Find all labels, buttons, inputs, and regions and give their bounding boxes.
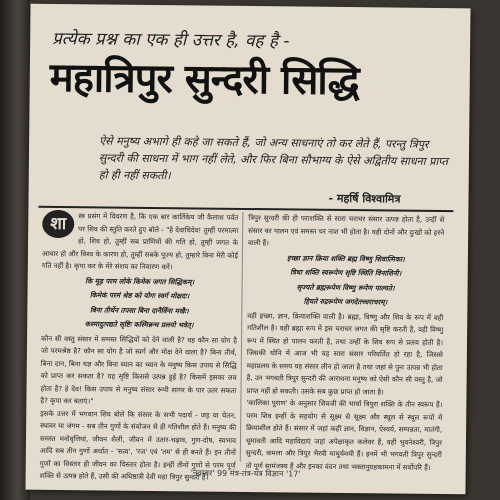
- left-verse-3: बिना तीर्थेन तपसा बिना दानैर्विना मखैः।: [89, 305, 189, 315]
- left-verse-2: किमेकं परमं श्रेष्ठ को योगः स्वर्ग मोक्षदः।: [89, 291, 190, 301]
- left-verse-4: कस्मादुत्पद्यते सृष्टिः कस्मिन्नन्च प्रलयो भवेत्।: [84, 320, 194, 330]
- page-title: महात्रिपुर सुन्दरी सिद्धि: [49, 54, 359, 105]
- left-paragraph-3: इसके उत्तर में भगवान शिव बोले कि संसार के सभी पदार्थ - जड़ या चेतन, स्थावर या जंगम - सब तीन गुणों के संयोजन से ही गतिशील होते हैं। मनुष्य की समस्त मनोवृत्तियां, जीवन शैली, जीवन में उतार-चढ़ाव, गुण-दोष, स्वभाव आदि सब तीन गुणों अर्थात - 'सत्व', 'रज' एवं 'तम' से ही बनते हैं। इन तीनों गुणों का विस्तार ही जीवन का विस्तार होता है। इन्हीं तीनों गुणों से परम पूर्ण शक्ति से उत्पन्न होते हैं, उसी की अधिष्ठात्री देवी महा त्रिपुर सुन्दरी हैं।: [39, 409, 237, 482]
- right-verse-3: सृज्यते ब्रह्मरूपेण विष्णु रूपेण पाल्यते।: [296, 283, 395, 293]
- left-verse-1: कि मूढ़ परम लोके किमेक जगत सिद्धिकम्।: [85, 276, 195, 286]
- left-paragraph-1: स्त्र प्रसंग में विवरण है, कि एक बार कार्तिकेय जी कैलाश पर्वत पर शिव की स्तुति करते हुए बोले - "हे देवाधिदेव! तुम्हीं परमात्मा हो, शिव हो, तुम्हीं सब प्राणियों की गति हो, तुम्हीं जगत के आधार हो और विश्व के कारण हो, तुम्हीं सबके पूज्य हो, तुम्हारे बिना मेरी कोई गति नहीं है। कृपा कर के मेरे संशय का निवारण करें।: [41, 212, 239, 272]
- right-verse-4: हियते रुद्ररूपेण जगदेतच्चराचरम्।: [303, 297, 388, 307]
- right-column: [245, 212, 445, 472]
- left-paragraph-2: कौन सी वस्तु संसार में समस्त सिद्धियों को देने वाली है? वह कौन सा योग है जो परमश्रेष्ठ है? कौन सा योग है जो स्वर्ग और मोक्ष देने वाला है? बिना तीर्थ, बिना दान, बिना यज्ञ और बिना ध्यान का ध्यान के मनुष्य किस उपाय से सिद्धि को प्राप्त कर सकता है? यह सृष्टि किससे उत्पन्न हुई है? किसमें इसका लय होता है? हे देव! किस उपाय से मनुष्य संसार रूपी सागर के पार उतर सकता है? कृपा कर बताएं।": [40, 334, 238, 406]
- column-separator: [240, 212, 244, 462]
- page-footer: 'नवम्बर' 99 मंत्र-तंत्र-यंत्र विज्ञान '17': [190, 468, 301, 479]
- intro-quote: ऐसे मनुष्य अभागे ही कहे जा सकते हैं, जो अन्य साधनाएं तो कर लेते हैं, परन्तु त्रिपुर सुन्दरी की साधना में भाग नहीं लेते, और फिर बिना सौभाग्य के ऐसे अद्वितीय साधना प्राप्त हो ही नहीं सकती।: [98, 134, 448, 183]
- right-paragraph-1: त्रिपुर सुन्दरी की ही पराशक्ति से सारा चराचर संसार उत्पन्न होता है, उन्हीं से संसार का पालन एवं समस्त चर नाश भी होता है। वही दोनों और दुःखों को हरने वाली हैं।: [248, 214, 445, 248]
- right-paragraph-2: वही इच्छा, ज्ञान, क्रियाशक्ति वाली है। ब्रह्मा, विष्णु और शिव के रूप में वही गतिशील है। वही ब्रह्मा रूप में इस चराचर जगत की सृष्टि करती है, वही विष्णु रूप में स्थित हो पालन करती है, तथा उन्हीं के शिव रूप से प्रलय होती है। जिसकी योनि में आज भी यह सारा संसार परिवर्तित हो रहा है, जिससे महाप्रलय के समय यह संसार लीन हो जाता है तथा जहां से पुनः उत्पन्न भी होता है, उन भगवती त्रिपुर सुन्दरी की आराधना मनुष्य को ऐसी कौन सी वस्तु है, जो प्राप्त नहीं हो सकती। उसके सब कुछ प्राप्त हो जाता है।: [246, 311, 444, 396]
- magazine-page: [25, 4, 470, 495]
- left-column: [39, 210, 239, 482]
- intro-attribution: - महर्षि विश्वामित्र: [328, 191, 401, 206]
- drop-cap: शा: [42, 210, 74, 238]
- right-verse-1: इच्छा ज्ञान क्रिया शक्ति ब्रह्म विष्णु शिवात्मिका।: [287, 253, 405, 264]
- right-verse-2: त्रिधा शक्ति स्वरूपेण सृष्टि स्थिति विनाशिनी।: [290, 268, 402, 278]
- header-tagline: प्रत्येक प्रश्न का एक ही उत्तर है, वह है -: [52, 28, 290, 52]
- right-paragraph-3: 'कालिका पुराण' के अनुसार शिवजी की भार्या त्रिपुरा शक्ति के तीन स्वरूप हैं। परम शिव इन्हीं के सहयोग से सूक्ष्म से सूक्ष्म और स्थूल से स्थूल रूपों में क्रियाशील होते हैं। संसार में जहां कहीं ज्ञान, विज्ञान, ऐश्वर्य, सम्पन्नता, मातंगी, धूमावती आदि महाविद्याएं जहां अपेक्षाकृत कलेवर हैं, वहीं भुवनेश्वरी, त्रिपुर सुन्दरी, कमला और त्रिपुर भैरवी माधुर्यमयी हैं। इनमें भी भगवती त्रिपुर सुन्दरी तो पूर्ण सामंजस्य हैं और इनका वंदन तथा भक्तानुग्रहकामना में सर्वोपरि हैं।: [245, 398, 443, 472]
